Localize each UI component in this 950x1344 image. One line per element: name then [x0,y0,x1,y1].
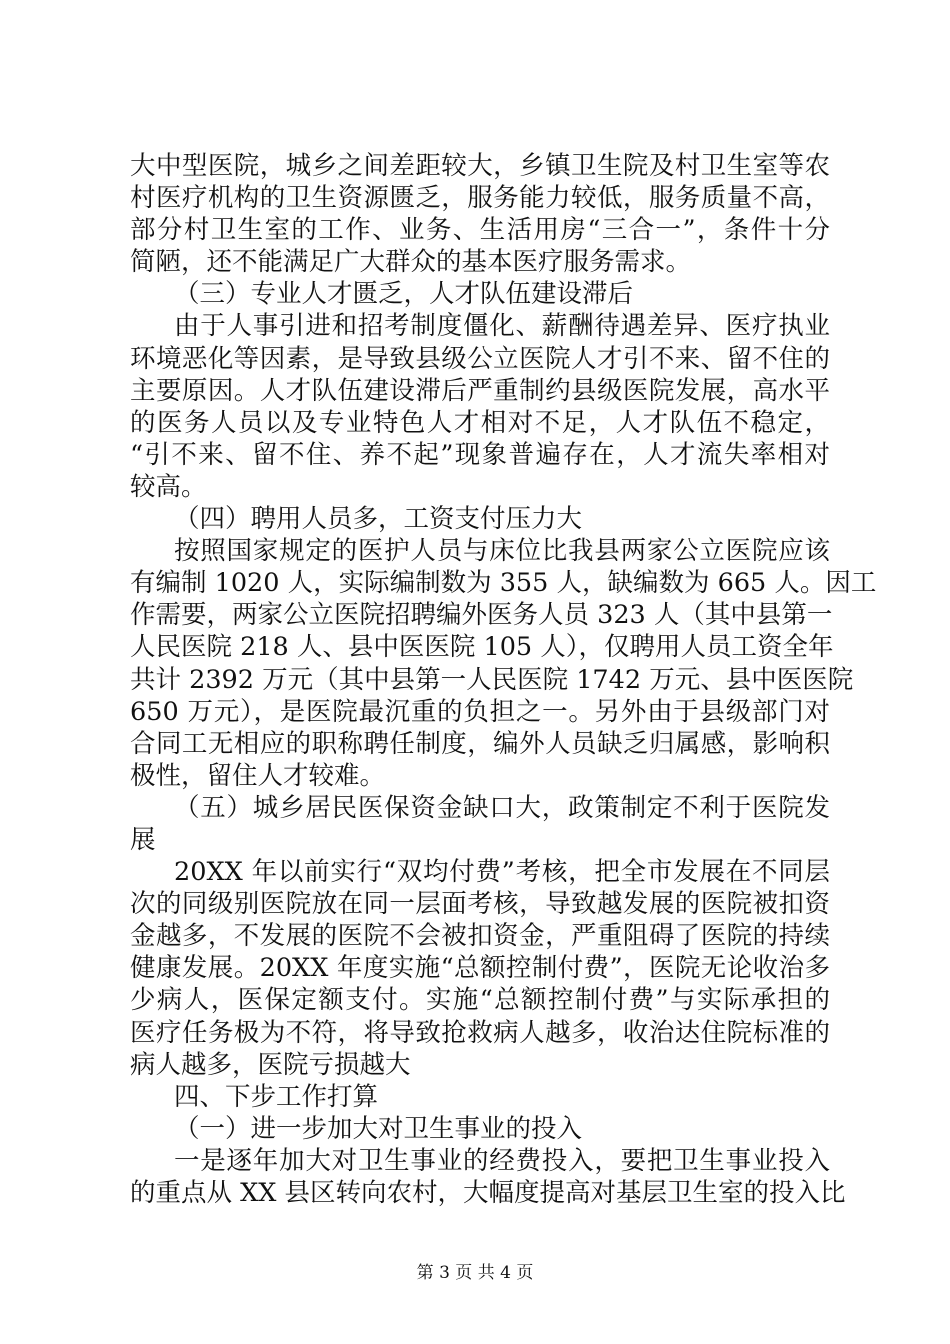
text-line: 主要原因。人才队伍建设滞后严重制约县级医院发展，高水平 [130,375,830,406]
text-line: 次的同级别医院放在同一层面考核，导致越发展的医院被扣资 [130,889,830,920]
text-line: 20XX 年以前实行“双均付费”考核，把全市发展在不同层 [174,857,830,888]
text-line: “引不来、留不住、养不起”现象普遍存在，人才流失率相对 [130,439,830,470]
text-line: （三）专业人才匮乏，人才队伍建设滞后 [174,279,634,310]
page-footer: 第 3 页 共 4 页 [416,1263,534,1283]
text-line: 简陋，还不能满足广大群众的基本医疗服务需求。 [130,247,692,278]
text-line: 大中型医院，城乡之间差距较大，乡镇卫生院及村卫生室等农 [130,151,830,181]
text-line: 作需要，两家公立医院招聘编外医务人员 323 人（其中县第一 [130,600,833,631]
text-line: 部分村卫生室的工作、业务、生活用房“三合一”，条件十分 [130,215,830,246]
text-line: 健康发展。20XX 年度实施“总额控制付费”，医院无论收治多 [130,953,830,984]
text-line: 有编制 1020 人，实际编制数为 355 人，缺编数为 665 人。因工 [130,568,877,599]
text-line: 村医疗机构的卫生资源匮乏，服务能力较低，服务质量不高， [130,183,830,214]
text-line: 金越多，不发展的医院不会被扣资金，严重阻碍了医院的持续 [130,921,830,952]
text-line: 医疗任务极为不符，将导致抢救病人越多，收治达住院标准的 [130,1017,830,1048]
text-line: 人民医院 218 人、县中医医院 105 人），仅聘用人员工资全年 [130,632,834,663]
text-line: 一是逐年加大对卫生事业的经费投入，要把卫生事业投入 [174,1145,830,1176]
document-body [130,150,877,1209]
text-line: 的医务人员以及专业特色人才相对不足，人才队伍不稳定， [130,407,830,438]
text-line: （四）聘用人员多，工资支付压力大 [174,504,583,535]
text-line: 合同工无相应的职称聘任制度，编外人员缺乏归属感，影响积 [130,728,830,759]
text-line: 按照国家规定的医护人员与床位比我县两家公立医院应该 [174,536,830,567]
text-line: 共计 2392 万元（其中县第一人民医院 1742 万元、县中医医院 [130,664,854,695]
text-line: 少病人，医保定额支付。实施“总额控制付费”与实际承担的 [130,985,830,1016]
text-line: （五）城乡居民医保资金缺口大，政策制定不利于医院发 [174,792,830,823]
text-line: （一）进一步加大对卫生事业的投入 [174,1113,583,1144]
text-line: 的重点从 XX 县区转向农村，大幅度提高对基层卫生室的投入比 [130,1178,846,1208]
text-line: 由于人事引进和招考制度僵化、薪酬待遇差异、医疗执业 [174,311,830,342]
text-line: 650 万元），是医院最沉重的负担之一。另外由于县级部门对 [130,696,830,727]
text-line: 较高。 [130,471,207,502]
text-line: 环境恶化等因素，是导致县级公立医院人才引不来、留不住的 [130,343,830,374]
text-line: 展 [130,824,156,855]
text-line: 极性，留住人才较难。 [130,760,386,791]
text-line: 病人越多，医院亏损越大 [130,1049,411,1080]
text-line: 四、下步工作打算 [174,1081,379,1112]
